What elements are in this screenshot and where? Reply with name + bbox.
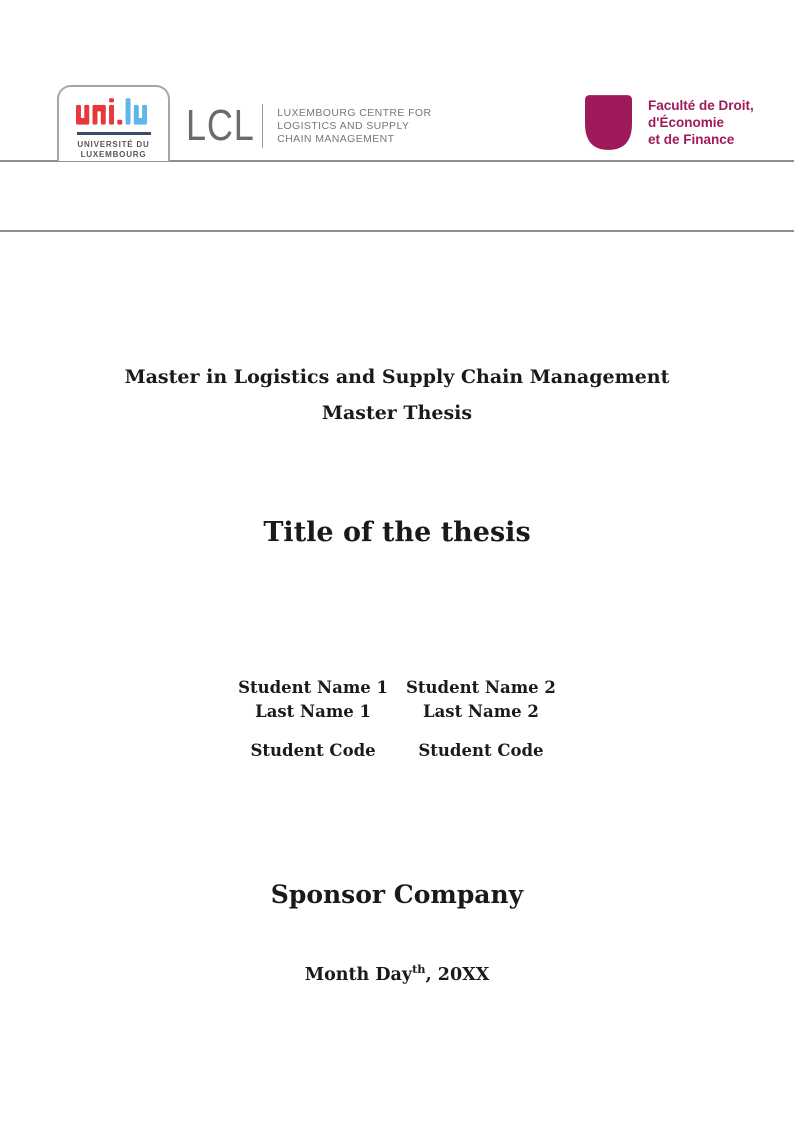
sponsor-company: Sponsor Company <box>270 880 524 909</box>
student-2 <box>406 676 556 763</box>
faculty-line1: Faculté de Droit, <box>648 98 754 113</box>
lcl-name-line2: LOGISTICS AND SUPPLY <box>277 119 410 132</box>
sub-header-rule <box>0 230 794 232</box>
unilu-logo-box <box>57 85 170 161</box>
lcl-name-line1: LUXEMBOURG CENTRE FOR <box>277 106 432 119</box>
faculty-name <box>648 97 754 150</box>
student-1-first-name: Student Name 1 <box>238 678 388 697</box>
faculty-shield-icon <box>585 95 632 150</box>
student-2-code: Student Code <box>418 741 544 760</box>
faculty-line3: et de Finance <box>648 132 735 147</box>
date-line <box>0 962 794 985</box>
program-name: Master in Logistics and Supply Chain Management <box>124 366 670 388</box>
date-ordinal-suffix: th <box>412 962 426 976</box>
student-1-last-name: Last Name 1 <box>255 702 371 721</box>
unilu-underline <box>77 132 151 135</box>
unilu-org-line2: LUXEMBOURG <box>80 150 147 159</box>
lcl-divider <box>262 104 264 148</box>
unilu-org-line1: UNIVERSITÉ DU <box>77 140 150 149</box>
student-2-last-name: Last Name 2 <box>422 702 539 721</box>
student-1 <box>238 676 388 763</box>
lcl-logo-block <box>186 103 431 149</box>
student-1-code: Student Code <box>250 741 376 760</box>
date-prefix: Month Day <box>304 964 413 985</box>
date-suffix: , 20XX <box>425 964 490 985</box>
lcl-name-line3: CHAIN MANAGEMENT <box>277 132 395 145</box>
thesis-title: Title of the thesis <box>263 517 531 548</box>
faculty-logo-block <box>585 95 754 150</box>
document-type: Master Thesis <box>321 402 473 424</box>
faculty-line2: d'Économie <box>648 115 724 130</box>
lcl-acronym: LCL <box>186 101 255 150</box>
unilu-org-name <box>77 140 149 160</box>
unilu-wordmark-icon <box>76 98 152 129</box>
student-2-first-name: Student Name 2 <box>406 678 556 697</box>
lcl-centre-name <box>277 107 431 146</box>
students-block <box>0 676 794 763</box>
